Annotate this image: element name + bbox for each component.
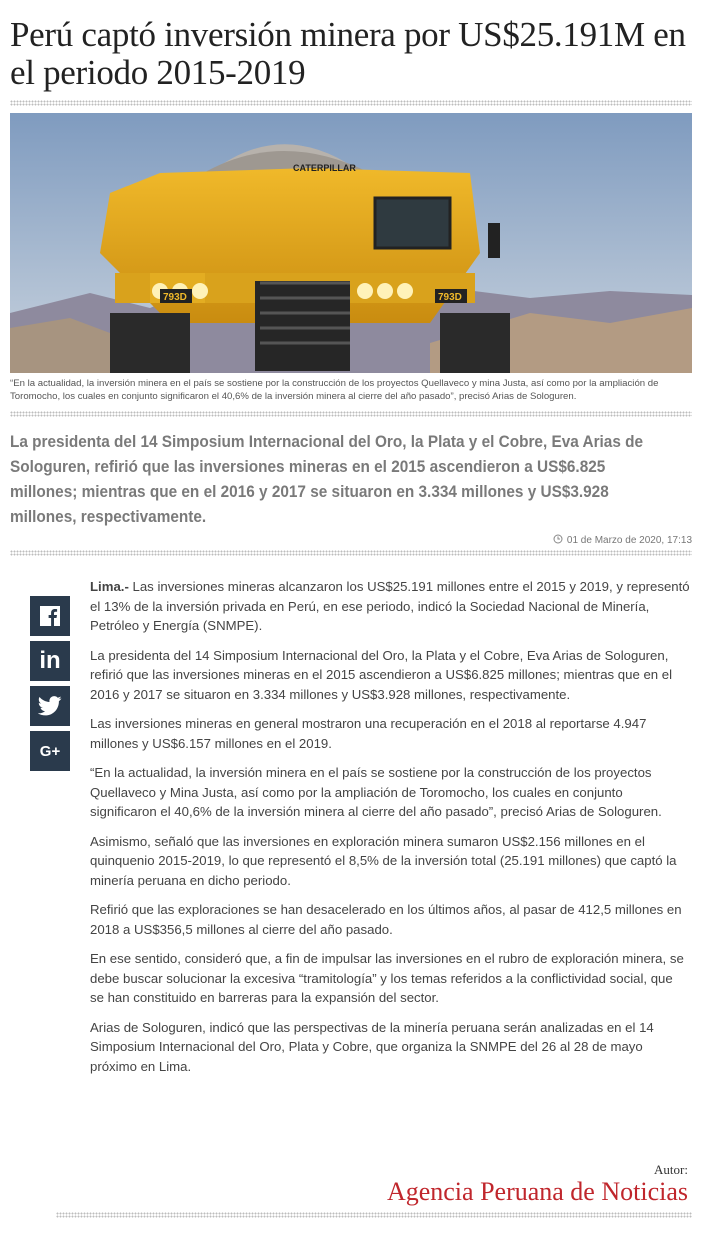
article-paragraph: En ese sentido, consideró que, a fin de impulsar las inversiones en el rubro de exploración minera, se debe buscar solucionar la excesiva “tramitología” y los temas referidos a la conflictividad social, que se han constituido en barreras para la expansión del sector. xyxy=(90,951,684,1005)
hero-image xyxy=(10,113,692,373)
twitter-icon xyxy=(38,696,62,716)
linkedin-icon: in xyxy=(39,647,61,674)
hero-model-text-left: 793D xyxy=(163,292,187,303)
article-lead: La presidenta del 14 Simposium Internacional del Oro, la Plata y el Cobre, Eva Arias de Sologuren, refirió que las inversiones mineras en el 2015 ascendieron a US$6.825 millones; mientras que en el 2016 y 2017 se situaron en 3.334 millones y US$3.928 millones, respectivamente. xyxy=(10,433,644,526)
date-divider xyxy=(10,550,692,556)
article-title: Perú captó inversión minera por US$25.191M en el periodo 2015-2019 xyxy=(10,15,686,92)
title-divider xyxy=(10,100,692,106)
google-plus-icon: G+ xyxy=(39,742,61,760)
dateline: Lima.- xyxy=(90,579,129,594)
article-body xyxy=(90,577,690,1086)
article-paragraph: Refirió que las exploraciones se han desacelerado en los últimos años, al pasar de 412,5 millones en 2018 a US$356,5 millones al cierre del año pasado. xyxy=(90,902,682,937)
date-text: 01 de Marzo de 2020, 17:13 xyxy=(566,535,692,546)
author-name[interactable]: Agencia Peruana de Noticias xyxy=(386,1177,688,1206)
article-paragraph: “En la actualidad, la inversión minera en el país se sostiene por la construcción de los proyectos Quellaveco y Mina Justa, así como por la ampliación de Toromocho, los cuales en conjunto significaron el 40,6% de la inversión minera al cierre del año pasado”, precisó Arias de Sologuren. xyxy=(90,765,662,819)
facebook-icon xyxy=(39,605,61,627)
image-caption: “En la actualidad, la inversión minera en el país se sostiene por la construcción de los proyectos Quellaveco y mina Justa, así como por la ampliación de Toromocho, los cuales en conjunto significaron el 40,6% de la inversión minera al cierre del año pasado”, precisó Arias de Sologuren. xyxy=(10,378,659,402)
clock-icon xyxy=(553,534,563,547)
linkedin-share-button[interactable] xyxy=(30,641,70,681)
article-paragraph: Las inversiones mineras en general mostraron una recuperación en el 2018 al reportarse 4.947 millones y US$6.157 millones en el 2019. xyxy=(90,716,647,751)
author-label: Autor: xyxy=(654,1162,688,1177)
publish-date xyxy=(553,534,692,547)
caption-divider xyxy=(10,411,692,417)
facebook-share-button[interactable] xyxy=(30,596,70,636)
twitter-share-button[interactable] xyxy=(30,686,70,726)
article-paragraph: La presidenta del 14 Simposium Internacional del Oro, la Plata y el Cobre, Eva Arias de Sologuren, refirió que las inversiones mineras en el 2015 ascendieron a US$6.825 millones; mientras que en el 2016 y 2017 se situaron en 3.334 millones y US$3.928 millones, respectivamente. xyxy=(90,647,673,702)
hero-brand-text: CATERPILLAR xyxy=(293,163,356,173)
article-paragraph: Lima.- Las inversiones mineras alcanzaron los US$25.191 millones entre el 2015 y 2019, y representó el 13% de la inversión privada en Perú, en ese periodo, indicó la Sociedad Nacional de Minería, Petróleo y Energía (SNMPE). xyxy=(90,579,690,633)
google-plus-share-button[interactable] xyxy=(30,731,70,771)
article-paragraph: Asimismo, señaló que las inversiones en exploración minera sumaron US$2.156 millones en el quinquenio 2015-2019, lo que representó el 8,5% de la inversión total (25.191 millones) que captó la minería peruana en dicho periodo. xyxy=(90,833,677,888)
footer-divider xyxy=(56,1212,692,1218)
article-paragraph: Arias de Sologuren, indicó que las perspectivas de la minería peruana serán analizadas en el 14 Simposium Internacional del Oro, Plata y Cobre, que organiza la SNMPE del 26 al 28 de mayo próximo en Lima. xyxy=(90,1019,654,1074)
hero-model-text-right: 793D xyxy=(438,292,462,303)
